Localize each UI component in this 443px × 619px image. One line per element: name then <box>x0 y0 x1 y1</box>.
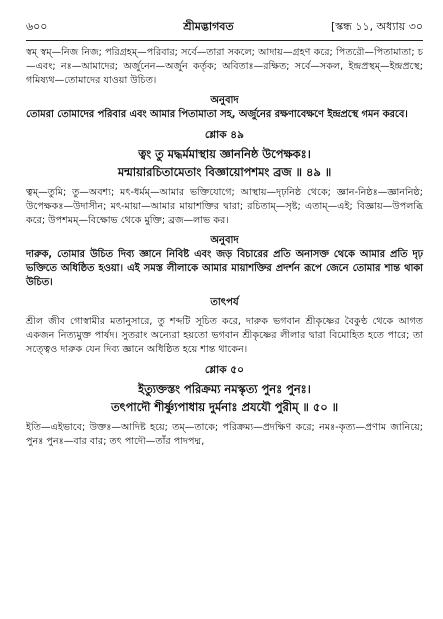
page-header <box>26 18 423 41</box>
synonyms-block-49: ত্বম্—তুমি; তু—অবশ্য; মৎ-ধর্মম্—আমার ভক্তিযোগে; আস্থায়—দৃঢ়নিষ্ঠ থেকে; জ্ঞান-নিষ্ঠঃ—জ্ঞাননিষ্ঠ; উপেক্ষকঃ—উদাসীন; মৎ-মায়া—আমার মায়াশক্তির দ্বারা; রচিতাম্—সৃষ্ট; এতাম্—এই; বিজ্ঞায়—উপলব্ধি করে; উপশমম্—বিক্ষোভ থেকে মুক্তি; ব্রজ—লাভ কর। <box>26 187 423 226</box>
verse-49-line-1: ত্বং তু মদ্ধর্মমাস্থায় জ্ঞাননিষ্ঠ উপেক্ষকঃ। <box>138 147 311 161</box>
section-reference: [স্কন্ধ ১১, অধ্যায় ৩০ <box>330 20 423 33</box>
translation-heading-49: অনুবাদ <box>210 235 239 246</box>
book-title: শ্রীমদ্ভাগবত <box>183 20 234 33</box>
purport-49: শ্রীল জীব গোস্বামীর মতানুসারে, তু শব্দটি সূচিত করে, দারুক ভগবান শ্রীকৃষ্ণের বৈকুণ্ঠ থেকে আগত একজন নিত্যমুক্ত পার্ষদ। সুতরাং অন্যেরা হয়তো ভগবান শ্রীকৃষ্ণের লীলার দ্বারা বিমোহিত হতে পারে; তা সত্ত্বেও দারুক যেন দিব্য জ্ঞানে অধিষ্ঠিত হয়ে শান্ত থাকেন। <box>26 316 423 355</box>
verse-50-line-2: তৎপাদৌ শীর্ষ্ণ্যুপাধায় দুর্মনাঃ প্রযযৌ পুরীম্ ॥ ৫০ ॥ <box>110 400 339 414</box>
verse-50-line-1: ইত্যুক্তস্তং পরিক্রম্য নমস্কৃত্য পুনঃ পুনঃ। <box>138 382 311 396</box>
translation-49: দারুক, তোমার উচিত দিব্য জ্ঞানে নিবিষ্ট এবং জড় বিচারের প্রতি অনাসক্ত থেকে আমার প্রতি দৃঢ় ভক্তিতে অধিষ্ঠিত হওয়া। এই সমস্ত লীলাকে আমার মায়াশক্তির প্রদর্শন রূপে জেনে তোমার শান্ত থাকা উচিত। <box>26 249 423 288</box>
translation-heading-48: অনুবাদ <box>210 95 239 106</box>
verse-heading-50: শ্লোক ৫০ <box>204 364 245 376</box>
page-number: ৬০০ <box>26 20 48 33</box>
synonyms-block-50: ইতি—এইভাবে; উক্তঃ—আদিষ্ট হয়ে; তম্—তাকে; পরিক্রম্য—প্রদক্ষিণ করে; নমঃ-কৃত্য—প্রণাম জানিয়ে; পুনঃ পুনঃ—বার বার; তৎ পাদৌ—তাঁর পাদপদ্ম, <box>26 422 423 447</box>
translation-48: তোমরা তোমাদের পরিবার এবং আমার পিতামাতা সহ, অর্জুনের রক্ষণাবেক্ষণে ইন্দ্রপ্রস্থে গমন করবে। <box>26 109 408 120</box>
verse-49-line-2: মন্মায়ারচিতামেতাং বিজ্ঞায়োপশমং ব্রজ ॥ ৪৯ ॥ <box>117 165 332 179</box>
synonyms-block-48: স্বম্ স্বম্—নিজ নিজ; পরিগ্রহম্—পরিবার; সর্বে—তারা সকলে; আদায়—গ্রহণ করে; পিতরৌ—পিতামাতা; চ—এবং; নঃ—আমাদের; অর্জুনেন—অর্জুন কর্তৃক; অবিতাঃ—রক্ষিত; সর্বে—সকল, ইন্দ্রপ্রস্থম্—ইন্দ্রপ্রস্থে; গমিষ্যথ—তোমাদের যাওয়া উচিত। <box>26 47 423 86</box>
purport-heading-49: তাৎপর্য <box>210 297 239 308</box>
verse-heading-49: শ্লোক ৪৯ <box>204 129 245 141</box>
